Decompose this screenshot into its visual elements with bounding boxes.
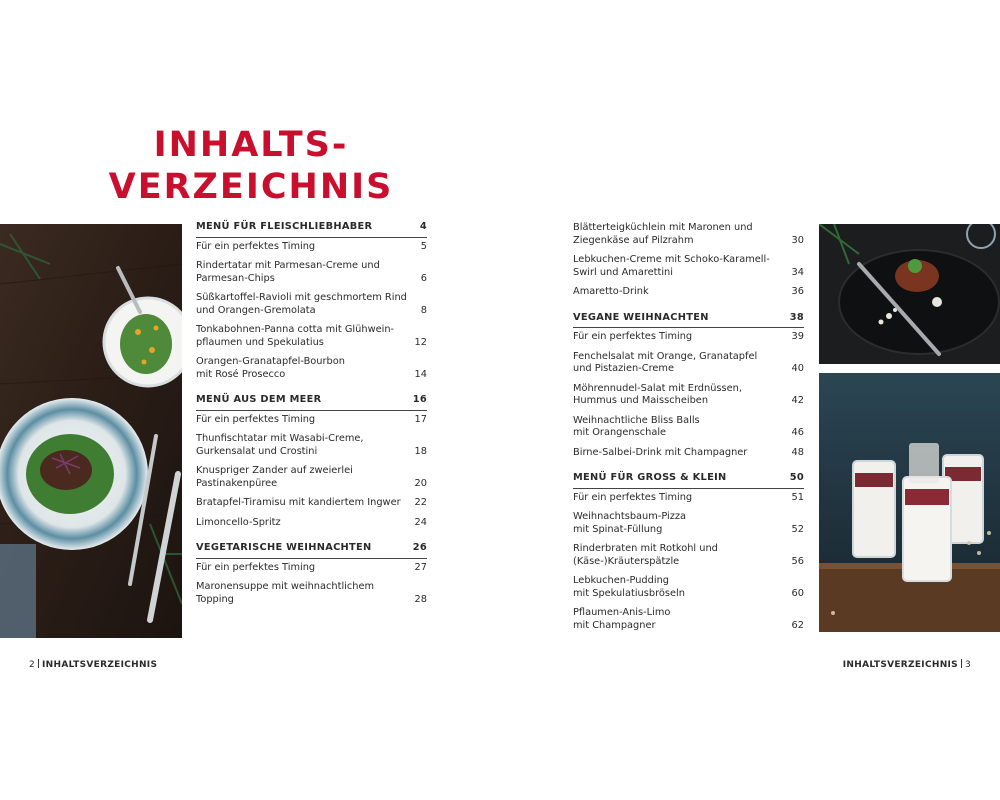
toc-entry[interactable] <box>196 241 427 254</box>
toc-entry-title: Lebkuchen-Creme mit Schoko-Karamell- Swirl und Amarettini <box>573 254 770 278</box>
toc-right <box>573 222 804 639</box>
toc-entry[interactable] <box>573 222 804 247</box>
toc-entry-title: Für ein perfektes Timing <box>196 413 316 425</box>
toc-entry[interactable] <box>196 324 427 349</box>
toc-entry-title: Blätterteigküchlein mit Maronen und Ziegenkäse auf Pilzrahm <box>573 222 753 246</box>
toc-section-heading[interactable] <box>196 394 427 411</box>
food-photo-right-bottom <box>819 373 1000 632</box>
toc-entry-title: Orangen-Granatapfel-Bourbon mit Rosé Prosecco <box>196 356 345 380</box>
toc-section-vegetarisch <box>196 542 427 606</box>
toc-entry-title: Fenchelsalat mit Orange, Granatapfel und Pistazien-Creme <box>573 350 758 374</box>
toc-entry[interactable] <box>196 497 427 510</box>
toc-entry[interactable] <box>573 415 804 440</box>
toc-entry-page: 20 <box>414 477 427 489</box>
toc-entry-title: Tonkabohnen-Panna cotta mit Glühwein- pflaumen und Spekulatius <box>196 324 395 348</box>
food-photo-left <box>0 224 182 638</box>
toc-entry[interactable] <box>573 254 804 279</box>
toc-entry[interactable] <box>196 517 427 530</box>
toc-entry-title: Birne-Salbei-Drink mit Champagner <box>573 446 748 458</box>
toc-entry-title: Für ein perfektes Timing <box>573 491 693 503</box>
footer-label: INHALTSVERZEICHNIS <box>842 660 958 670</box>
toc-entry-title: Lebkuchen-Pudding mit Spekulatiusbröseln <box>573 575 685 599</box>
food-photo-left-image <box>0 224 182 638</box>
footer-left <box>29 659 157 670</box>
toc-entry-title: Für ein perfektes Timing <box>196 240 316 252</box>
toc-entry[interactable] <box>196 562 427 575</box>
toc-entry-page: 22 <box>414 497 427 508</box>
toc-entry-page: 48 <box>791 446 804 458</box>
toc-entry[interactable] <box>196 356 427 381</box>
toc-entry-page: 42 <box>791 395 804 406</box>
toc-entry[interactable] <box>573 575 804 600</box>
toc-entry-page: 6 <box>420 272 427 284</box>
toc-section-page: 4 <box>419 221 427 232</box>
toc-entry-page: 28 <box>414 593 427 605</box>
footer-page-number: 2 <box>29 660 36 670</box>
toc-section-heading[interactable] <box>573 312 804 329</box>
toc-section-title: MENÜ FÜR GROSS & KLEIN <box>573 472 727 483</box>
toc-section-heading[interactable] <box>196 221 427 238</box>
toc-section-fleisch <box>196 221 427 381</box>
toc-entry-title: Weihnachtliche Bliss Balls mit Orangenschale <box>573 414 700 438</box>
toc-left <box>196 221 427 613</box>
toc-entry[interactable] <box>196 581 427 606</box>
toc-entry-title: Rinderbraten mit Rotkohl und (Käse-)Kräuterspätzle <box>573 543 718 567</box>
page-title <box>100 124 402 208</box>
page-title-line-2: VERZEICHNIS <box>108 167 394 207</box>
toc-entry-page: 51 <box>791 491 804 503</box>
toc-entry[interactable] <box>196 260 427 285</box>
toc-entry-page: 56 <box>791 555 804 567</box>
toc-entry-title: Bratapfel-Tiramisu mit kandiertem Ingwer <box>196 497 401 508</box>
toc-entry-page: 14 <box>414 368 427 380</box>
toc-entry-page: 40 <box>791 363 804 374</box>
toc-section-title: VEGANE WEIHNACHTEN <box>573 311 709 323</box>
toc-section-page: 38 <box>789 311 804 323</box>
toc-section-page: 26 <box>412 542 427 553</box>
toc-entry-page: 30 <box>791 234 804 246</box>
toc-entry-title: Limoncello-Spritz <box>196 516 281 528</box>
toc-entry-page: 5 <box>420 240 427 252</box>
footer-divider <box>961 659 962 668</box>
footer-right <box>843 659 971 670</box>
page-title-line-1: INHALTS- <box>153 125 349 165</box>
toc-entry-page: 12 <box>414 336 427 348</box>
toc-entry[interactable] <box>196 292 427 317</box>
toc-entry[interactable] <box>573 511 804 536</box>
toc-entry-title: Thunfischtatar mit Wasabi-Creme, Gurkensalat und Crostini <box>196 433 364 457</box>
footer-page-number: 3 <box>964 660 971 670</box>
toc-entry-page: 62 <box>791 619 804 631</box>
toc-entry-page: 27 <box>414 561 427 573</box>
toc-entry-title: Knuspriger Zander auf zweierlei Pastinakenpüree <box>196 465 353 489</box>
toc-entry-title: Für ein perfektes Timing <box>196 561 316 573</box>
toc-entry[interactable] <box>196 414 427 427</box>
toc-entry[interactable] <box>573 607 804 632</box>
toc-entry-title: Maronensuppe mit weihnachtlichem Topping <box>196 581 375 605</box>
toc-entry[interactable] <box>196 433 427 458</box>
toc-entry-page: 8 <box>420 304 427 316</box>
toc-section-title: MENÜ AUS DEM MEER <box>196 394 322 405</box>
toc-section-page: 50 <box>789 472 804 483</box>
toc-section-vegan <box>573 312 804 460</box>
toc-entry-title: Für ein perfektes Timing <box>573 331 693 342</box>
toc-entry-title: Rindertatar mit Parmesan-Creme und Parmesan-Chips <box>196 260 380 284</box>
toc-entry[interactable] <box>573 447 804 460</box>
toc-section-heading[interactable] <box>196 542 427 559</box>
toc-entry-title: Möhrennudel-Salat mit Erdnüssen, Hummus und Maisscheiben <box>573 382 742 406</box>
food-photo-right-top-image <box>819 224 1000 364</box>
food-photo-right-bottom-image <box>819 373 1000 632</box>
footer-divider <box>38 659 39 668</box>
footer-label: INHALTSVERZEICHNIS <box>42 660 158 670</box>
toc-section-gross-klein <box>573 472 804 632</box>
toc-entry[interactable] <box>573 383 804 408</box>
toc-entry[interactable] <box>573 351 804 376</box>
toc-section-page: 16 <box>412 394 427 405</box>
toc-entry-page: 17 <box>414 413 427 425</box>
toc-section-title: VEGETARISCHE WEIHNACHTEN <box>196 542 372 553</box>
toc-entry-page: 34 <box>791 266 804 278</box>
toc-entry-page: 60 <box>791 587 804 599</box>
toc-entry-title: Amaretto-Drink <box>573 286 649 297</box>
toc-entry[interactable] <box>573 492 804 505</box>
toc-entry-page: 52 <box>791 523 804 535</box>
toc-entry-page: 18 <box>414 445 427 457</box>
toc-entry[interactable] <box>573 286 804 299</box>
toc-entry-title: Pflaumen-Anis-Limo mit Champagner <box>573 607 671 631</box>
toc-entry[interactable] <box>573 331 804 344</box>
food-photo-right-top <box>819 224 1000 364</box>
toc-entry-page: 46 <box>791 427 804 438</box>
toc-entry[interactable] <box>196 465 427 490</box>
toc-section-heading[interactable] <box>573 472 804 489</box>
toc-section-title: MENÜ FÜR FLEISCHLIEBHABER <box>196 221 373 232</box>
toc-entry-title: Weihnachtsbaum-Pizza mit Spinat-Füllung <box>573 511 687 535</box>
toc-entry[interactable] <box>573 543 804 568</box>
toc-lead-entries <box>573 222 804 299</box>
toc-section-meer <box>196 394 427 529</box>
toc-entry-page: 39 <box>791 331 804 342</box>
toc-entry-page: 24 <box>414 516 427 528</box>
toc-entry-page: 36 <box>791 286 804 297</box>
toc-entry-title: Süßkartoffel-Ravioli mit geschmortem Rind und Orangen-Gremolata <box>196 292 407 316</box>
